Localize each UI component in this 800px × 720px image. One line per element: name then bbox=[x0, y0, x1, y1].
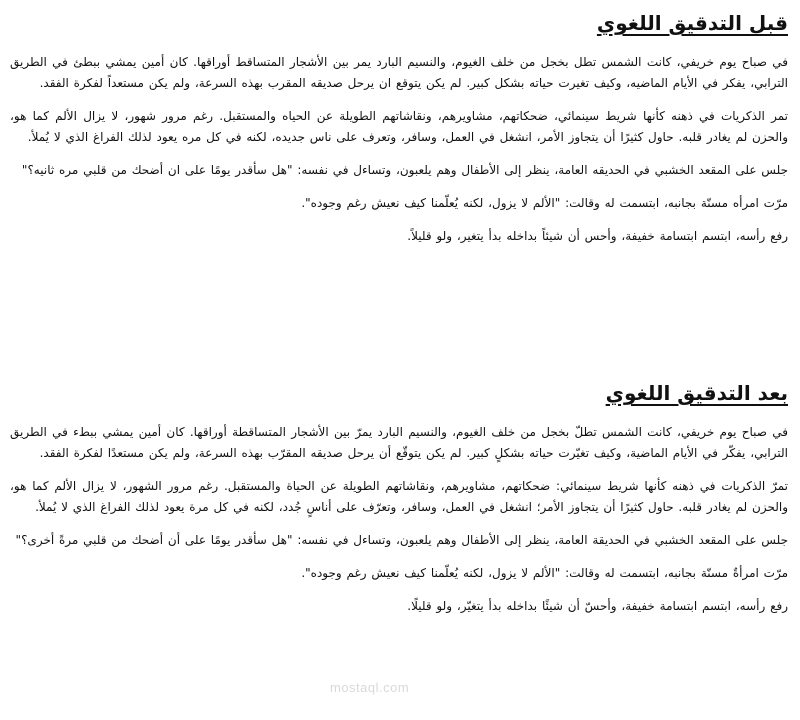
after-proofreading-section bbox=[10, 378, 788, 629]
before-proofreading-section bbox=[10, 8, 788, 259]
before-proofreading-heading: قبل التدقيق اللغوي bbox=[596, 11, 788, 35]
after-paragraph-4: مرّت امرأةٌ مسنّة بجانبه، ابتسمت له وقالت: "الألم لا يزول، لكنه يُعلّمنا كيف نعيش رغم وجوده". bbox=[301, 566, 788, 580]
after-paragraph-2: تمرّ الذكريات في ذهنه كأنها شريط سينمائي: ضحكاتهم، مشاويرهم، ونقاشاتهم الطويلة عن الحياة والمستقبل. رغم مرور الشهور، لا يزال الألم كما هو، والحزن لم يغادر قلبه. حاول كثيرًا أن يتجاوز الأمر؛ انشغل في العمل، وسافر، وتعرّف على أناسٍ جُدد، لكنه في كل مرة يعود لذلك الفراغ الذي لا يُملأ. bbox=[10, 479, 788, 514]
watermark: mostaql.com bbox=[330, 680, 410, 695]
document-page bbox=[10, 0, 788, 720]
before-paragraph-2: تمر الذكريات في ذهنه كأنها شريط سينمائي، ضحكاتهم، مشاويرهم، ونقاشاتهم الطويلة عن الحياه والمستقبل. رغم مرور شهور، لا يزال الألم كما هو، والحزن لم يغادر قلبه. حاول كثيرًا أن يتجاوز الأمر، انشغل في العمل، وسافر، وتعرف على ناس جديده، لكنه في كل مره يعود لذلك الفراغ الذي لا يُملأ. bbox=[10, 109, 788, 144]
after-paragraph-1: في صباح يوم خريفي، كانت الشمس تطلّ بخجل من خلف الغيوم، والنسيم البارد يمرّ بين الأشجار المتساقطة أوراقها. كان أمين يمشي ببطء في الطريق الترابي، يفكّر في الأيام الماضية، وكيف تغيّرت حياته بشكلٍ كبير. لم يكن يتوقّع أن يرحل صديقه المقرّب بهذه السرعة، ولم يكن مستعدًا لفكرة الفقد. bbox=[10, 425, 788, 460]
before-paragraph-4: مرّت امرأه مسنّة بجانبه، ابتسمت له وقالت: "الألم لا يزول، لكنه يُعلّمنا كيف نعيش رغم وجوده". bbox=[301, 196, 788, 210]
before-paragraph-5: رفع رأسه، ابتسم ابتسامة خفيفة، وأحس أن شيئاً بداخله بدأ يتغير، ولو قليلاً. bbox=[407, 229, 788, 243]
before-paragraph-3: جلس على المقعد الخشبي في الحديقه العامة، ينظر إلى الأطفال وهم يلعبون، وتساءل في نفسه: "هل سأقدر يومًا على ان أضحك من قلبي مره ثانيه؟" bbox=[21, 163, 788, 177]
after-paragraph-3: جلس على المقعد الخشبي في الحديقة العامة، ينظر إلى الأطفال وهم يلعبون، وتساءل في نفسه: "هل سأقدر يومًا على أن أضحك من قلبي مرةً أخرى؟" bbox=[15, 533, 788, 547]
after-paragraph-5: رفع رأسه، ابتسم ابتسامة خفيفة، وأحسّ أن شيئًا بداخله بدأ يتغيّر، ولو قليلًا. bbox=[407, 599, 788, 613]
before-paragraph-1: في صباح يوم خريفي، كانت الشمس تطل بخجل من خلف الغيوم، والنسيم البارد يمر بين الأشجار المتساقط أوراقها. كان أمين يمشي ببطئ في الطريق الترابي، يفكر في الأيام الماضيه، وكيف تغيرت حياته بشكل كبير. لم يكن يتوقع ان يرحل صديقه المقرب بهذه السرعة، ولم يكن مستعداً لفكرة الفقد. bbox=[10, 55, 788, 90]
after-proofreading-heading: بعد التدقيق اللغوي bbox=[605, 381, 788, 405]
